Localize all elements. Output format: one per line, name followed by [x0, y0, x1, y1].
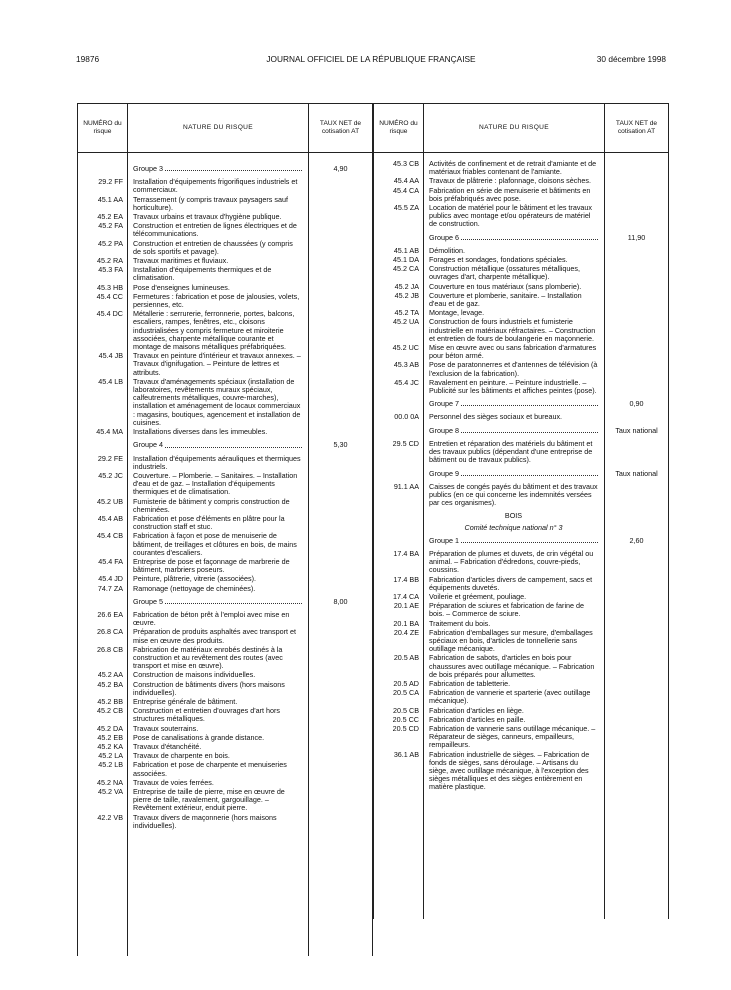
group-rate: Taux national [615, 468, 658, 478]
table-row [374, 470, 668, 478]
risk-code: 45.3 FA [98, 265, 123, 275]
left-rows [78, 160, 372, 831]
risk-description: Préparation de plumes et duvets, de crin végétal ou animal. – Fabrication d'édredons, couvre-pieds, coussins. [429, 548, 594, 575]
risk-code: 45.4 CA [393, 185, 419, 195]
risk-description: Fabrication en série de menuiserie et bâtiments en bois préfabriqués avec pose. [429, 185, 591, 203]
risk-code: 20.5 AB [393, 653, 419, 663]
risk-description: Travaux divers de maçonnerie (hors maisons individuelles). [133, 812, 277, 830]
table-row [78, 222, 372, 238]
risk-code: 42.2 VB [97, 812, 123, 822]
table-row [374, 537, 668, 545]
risk-code: 45.2 NA [97, 777, 123, 787]
table-row [374, 247, 668, 255]
group-label [429, 427, 598, 435]
risk-description: Travaux souterrains. [133, 723, 199, 733]
section-subtitle: Comité technique national n° 3 [464, 522, 563, 532]
table-row [78, 293, 372, 309]
risk-description: Préparation de sciures et fabrication de farine de bois. – Commerce de sciure. [429, 601, 585, 619]
risk-code: 20.5 CD [392, 723, 419, 733]
group-label [429, 537, 598, 545]
table-row [374, 725, 668, 750]
table-row [78, 779, 372, 787]
risk-code: 45.3 CB [393, 159, 419, 168]
table-row [78, 707, 372, 723]
risk-description: Couverture et plomberie, sanitaire. – Installation d'eau et de gaz. [429, 290, 582, 309]
risk-description: Travaux de voies ferrées. [133, 777, 214, 787]
risk-description: Construction de fours industriels et fumisterie industrielle en matériaux réfractaires. – Construction et entretien de fours de boulangerie en maçonnerie. [429, 317, 596, 343]
table-row [374, 379, 668, 395]
table-row [78, 598, 372, 606]
risk-code: 29.2 FF [98, 177, 123, 187]
dot-leader [165, 602, 302, 604]
risk-description: Montage, levage. [429, 308, 485, 318]
table-row [78, 752, 372, 760]
group-name: Groupe 6 [429, 232, 459, 242]
risk-code: 20.5 CC [392, 714, 419, 724]
table-row [78, 532, 372, 557]
table-row [374, 177, 668, 185]
risk-description: Installation d'équipements aérauliques et thermiques industriels. [133, 453, 301, 471]
risk-description: Personnel des sièges sociaux et bureaux. [429, 412, 563, 422]
journal-title: JOURNAL OFFICIEL DE LA RÉPUBLIQUE FRANÇAISE [266, 54, 476, 64]
risk-description: Location de matériel pour le bâtiment et les travaux publics avec montage et/ou opérateurs de matériel de construction. [429, 203, 593, 229]
risk-code: 45.2 AA [97, 670, 123, 680]
risk-code: 17.4 CA [393, 591, 419, 601]
table-row [78, 213, 372, 221]
right-rows [374, 160, 668, 793]
risk-description: Pose de paratonnerres et d'antennes de télévision (à l'exclusion de la fabrication). [429, 360, 598, 378]
table-row [78, 743, 372, 751]
risk-description: Fabrication à façon et pose de menuiserie de bâtiment, de treillages et clôtures en bois, de mains courantes d'escaliers. [133, 531, 297, 557]
risk-description: Construction et entretien d'ouvrages d'art hors structures métalliques. [133, 706, 280, 724]
table-row [374, 292, 668, 308]
risk-code: 45.4 CC [96, 291, 123, 301]
risk-description: Entretien et réparation des matériels du bâtiment et des travaux publics (dépendant d'une entreprise de bâtiment ou de travaux publics). [429, 438, 593, 465]
risk-description: Installations diverses dans les immeubles. [133, 427, 268, 437]
risk-description: Couverture. – Plomberie. – Sanitaires. – Installation d'eau et de gaz. – Installation d'équipements thermiques et de climatisation. [133, 470, 298, 497]
risk-code: 45.2 UA [393, 317, 419, 327]
risk-code: 45.2 CB [97, 706, 123, 716]
risk-description: Travaux d'étanchéité. [133, 742, 202, 751]
group-rate: 2,60 [629, 535, 644, 545]
table-row [78, 455, 372, 471]
group-rate: Taux national [615, 425, 658, 435]
table-row [374, 361, 668, 377]
group-name: Groupe 3 [133, 164, 163, 173]
risk-code: 45.2 TA [394, 308, 419, 318]
table-row [374, 265, 668, 281]
risk-code: 45.2 FA [98, 221, 123, 231]
risk-description: Entreprise de pose et façonnage de marbrerie de bâtiment, marbriers poseurs. [133, 556, 290, 575]
header-numero: NUMÉRO du risque [374, 104, 423, 153]
risk-description: Pose d'enseignes lumineuses. [133, 282, 230, 292]
table-row [374, 318, 668, 343]
table-row [374, 620, 668, 628]
risk-code: 45.4 CB [97, 531, 123, 541]
risk-code: 45.2 CA [393, 264, 419, 274]
group-label [429, 234, 598, 242]
group-rate: 5,30 [333, 440, 348, 450]
risk-code: 00.0 0A [394, 412, 419, 422]
table-row [78, 257, 372, 265]
risk-code: 45.2 VA [97, 787, 123, 797]
risk-code: 45.2 EB [97, 732, 123, 742]
right-risk-table [373, 103, 669, 919]
risk-description: Construction et entretien de chaussées (y compris de sols sportifs et pavage). [133, 238, 293, 256]
risk-description: Fabrication d'emballages sur mesure, d'emballages spéciaux en bois, d'articles de tonnellerie sans outillage mécanique. [429, 627, 593, 654]
table-row [374, 400, 668, 408]
dot-leader [461, 404, 598, 406]
risk-description: Préparation de produits asphaltés avec transport et mise en œuvre des produits. [133, 627, 297, 645]
risk-description: Fermetures : fabrication et pose de jalousies, volets, persiennes, etc. [133, 291, 300, 310]
issue-date: 30 décembre 1998 [596, 54, 666, 64]
table-row [78, 266, 372, 282]
table-row [78, 611, 372, 627]
table-row [374, 716, 668, 724]
dot-leader [165, 446, 302, 448]
risk-code: 45.4 FA [98, 556, 123, 566]
table-row [78, 575, 372, 583]
table-row [374, 309, 668, 317]
risk-description: Démolition. [429, 245, 465, 255]
risk-code: 45.3 AB [393, 360, 419, 370]
risk-description: Fabrication de vannerie et sparterie (avec outillage mécanique). [429, 688, 591, 706]
risk-description: Voilerie et gréement, pouliage. [429, 591, 527, 601]
table-row [374, 427, 668, 435]
risk-description: Travaux de charpente en bois. [133, 751, 230, 761]
table-row [78, 814, 372, 830]
table-row [374, 204, 668, 229]
table-row [374, 413, 668, 421]
risk-code: 74.7 ZA [97, 583, 123, 593]
table-row [374, 256, 668, 264]
risk-code: 36.1 AB [393, 749, 419, 759]
risk-code: 20.1 AE [393, 601, 419, 611]
table-row [78, 761, 372, 777]
group-name: Groupe 1 [429, 535, 459, 545]
group-rate: 0,90 [629, 399, 644, 409]
table-row [374, 654, 668, 679]
table-row [374, 512, 668, 520]
table-row [78, 178, 372, 194]
risk-code: 45.1 AB [393, 245, 419, 255]
group-name: Groupe 9 [429, 468, 459, 478]
risk-code: 45.2 BA [97, 679, 123, 689]
risk-code: 26.6 EA [97, 609, 123, 619]
risk-description: Installation d'équipements frigorifiques industriels et commerciaux. [133, 177, 298, 195]
risk-description: Activités de confinement et de retrait d'amiante et de matériaux friables contenant de l'amiante. [429, 159, 597, 177]
header-nature: NATURE DU RISQUE [424, 104, 604, 153]
risk-code: 45.2 RA [97, 256, 123, 266]
risk-description: Fabrication de tabletterie. [429, 678, 511, 688]
page-number: 19876 [76, 54, 100, 64]
risk-description: Fabrication d'articles en paille. [429, 714, 526, 724]
risk-description: Travaux urbains et travaux d'hygiène publique. [133, 212, 282, 222]
table-row [374, 344, 668, 360]
dot-leader [461, 474, 598, 476]
table-row [374, 629, 668, 654]
risk-description: Fabrication d'articles en liège. [429, 705, 524, 715]
risk-code: 20.5 AD [393, 678, 419, 688]
group-label [133, 165, 302, 173]
table-row [374, 576, 668, 592]
table-row [374, 524, 668, 532]
table-row [374, 283, 668, 291]
risk-code: 45.2 LB [98, 760, 123, 770]
risk-description: Fabrication d'articles divers de campement, sacs et équipements duvetés. [429, 574, 593, 592]
risk-description: Fabrication de matériaux enrobés destinés à la construction et au revêtement des routes (avec transport et mise en œuvre). [133, 644, 283, 671]
risk-description: Construction de maisons individuelles. [133, 670, 256, 680]
table-row [78, 698, 372, 706]
risk-code: 45.1 DA [393, 255, 419, 265]
risk-description: Travaux de plâtrerie : plafonnage, cloisons sèches. [429, 176, 591, 186]
risk-code: 45.3 HB [97, 282, 123, 292]
table-row [78, 310, 372, 351]
risk-code: 26.8 CB [97, 644, 123, 654]
table-row [78, 585, 372, 593]
table-row [78, 352, 372, 377]
risk-description: Travaux d'aménagements spéciaux (installation de laboratoires, revêtements muraux spéciaux, calfeutrements métalliques, couvre-marches), installation et aménagement de locaux commerciaux : magasins, boutiques, agencement et installation de cuisines. [133, 376, 301, 427]
risk-code: 45.4 LB [98, 376, 123, 386]
table-row [78, 165, 372, 173]
risk-code: 20.4 ZE [393, 627, 419, 637]
risk-code: 45.4 JB [98, 351, 123, 361]
table-row [374, 689, 668, 705]
risk-code: 17.4 BB [393, 574, 419, 584]
risk-code: 45.4 AB [97, 513, 123, 523]
table-row [374, 680, 668, 688]
risk-code: 45.2 JA [394, 281, 419, 291]
group-rate: 11,90 [627, 232, 646, 242]
risk-code: 45.2 EA [97, 212, 123, 222]
risk-description: Mise en œuvre avec ou sans fabrication d'armatures pour béton armé. [429, 343, 597, 361]
table-row [78, 628, 372, 644]
group-name: Groupe 8 [429, 425, 459, 435]
risk-code: 45.4 MA [96, 427, 123, 437]
risk-description: Métallerie : serrurerie, ferronnerie, portes, balcons, escaliers, rampes, fenêtres, etc., cloisons industrialisées y compris fermeture et miroiterie associées, charpente métallique courante et montage de maisons métalliques préfabriquées. [133, 309, 295, 352]
table-row [374, 440, 668, 465]
table-row [78, 378, 372, 427]
risk-description: Construction et entretien de lignes électriques et de télécommunications. [133, 221, 297, 239]
risk-code: 45.4 DC [96, 309, 123, 319]
group-rate: 8,00 [333, 596, 348, 606]
risk-description: Fabrication de béton prêt à l'emploi avec mise en œuvre. [133, 609, 290, 628]
risk-code: 45.2 PA [97, 238, 123, 248]
table-row [78, 196, 372, 212]
risk-description: Fabrication de sabots, d'articles en bois pour chaussures avec outillage mécanique. – Fabrication de bois préparés pour allumettes. [429, 653, 595, 679]
table-row [78, 734, 372, 742]
header-numero: NUMÉRO du risque [78, 104, 127, 153]
risk-description: Pose de canalisations à grande distance. [133, 732, 265, 742]
left-risk-table [77, 103, 373, 956]
group-label [133, 598, 302, 606]
risk-code: 45.2 JC [98, 470, 123, 480]
header-taux: TAUX NET de cotisation AT [605, 104, 668, 153]
table-row [374, 234, 668, 242]
table-row [78, 671, 372, 679]
risk-description: Installation d'équipements thermiques et de climatisation. [133, 265, 272, 283]
table-row [78, 472, 372, 497]
group-name: Groupe 7 [429, 399, 459, 409]
group-rate: 4,90 [333, 164, 348, 173]
table-row [374, 550, 668, 575]
table-row [374, 602, 668, 618]
table-row [78, 240, 372, 256]
risk-code: 20.5 CA [393, 688, 419, 698]
table-row [78, 284, 372, 292]
risk-description: Fabrication industrielle de sièges. – Fabrication de fonds de sièges, sans déroulage. – Artisans du siège, avec outillage mécanique, à l'exception des sièges métalliques et des sièges entièrement en matière plastique. [429, 749, 590, 792]
risk-description: Construction métallique (ossatures métalliques, ouvrages d'art, charpente métallique). [429, 264, 581, 282]
risk-code: 45.5 ZA [393, 203, 419, 213]
group-label [133, 441, 302, 449]
risk-code: 29.2 FE [97, 453, 123, 463]
group-label [429, 400, 598, 408]
section-title: BOIS [504, 511, 523, 521]
header-nature: NATURE DU RISQUE [128, 104, 308, 153]
table-row [78, 725, 372, 733]
risk-code: 26.8 CA [97, 627, 123, 637]
table-row [78, 428, 372, 436]
table-row [78, 515, 372, 531]
risk-code: 45.4 JD [98, 574, 123, 584]
dot-leader [461, 431, 598, 433]
risk-code: 91.1 AA [393, 481, 419, 491]
table-row [78, 788, 372, 813]
risk-description: Couverture en tous matériaux (sans plomberie). [429, 281, 582, 291]
risk-description: Travaux en peinture d'intérieur et travaux annexes. – Travaux d'ignifugation. – Peinture de lettres et attributs. [133, 351, 301, 377]
risk-code: 45.2 LA [98, 751, 123, 761]
group-name: Groupe 5 [133, 596, 163, 606]
risk-description: Fabrication de vannerie sans outillage mécanique. – Réparateur de sièges, canneurs, empailleurs, rempailleurs. [429, 723, 596, 750]
risk-code: 29.5 CD [392, 438, 419, 448]
risk-code: 20.5 CB [393, 705, 419, 715]
risk-code: 17.4 BA [393, 548, 419, 558]
table-row [374, 707, 668, 715]
risk-code: 45.2 UB [97, 496, 123, 506]
risk-description: Entreprise de taille de pierre, mise en œuvre de pierre de taille, ravalement, gargouillage. – Revêtement extérieur, enduit pierre. [133, 787, 285, 813]
risk-code: 20.1 BA [393, 618, 419, 628]
risk-description: Traitement du bois. [429, 618, 491, 628]
table-row [78, 558, 372, 574]
risk-description: Ravalement en peinture. – Peinture industrielle. – Publicité sur les bâtiments et affiches peintes (pose). [429, 377, 597, 396]
risk-code: 45.2 UC [392, 343, 419, 353]
risk-code: 45.2 JB [394, 290, 419, 300]
risk-code: 45.1 AA [97, 194, 123, 204]
table-row [78, 646, 372, 671]
dot-leader [165, 169, 302, 171]
page-header [76, 54, 666, 68]
risk-description: Travaux maritimes et fluviaux. [133, 256, 229, 266]
risk-code: 45.2 BB [97, 696, 123, 706]
risk-description: Caisses de congés payés du bâtiment et des travaux publics (en ce qui concerne les indemnités versées par ces organismes). [429, 481, 598, 508]
table-row [78, 681, 372, 697]
group-name: Groupe 4 [133, 440, 163, 450]
table-row [374, 160, 668, 176]
risk-description: Fabrication et pose d'éléments en plâtre pour la construction staff et stuc. [133, 513, 285, 532]
dot-leader [461, 238, 598, 240]
table-row [78, 498, 372, 514]
table-row [374, 483, 668, 508]
risk-description: Ramonage (nettoyage de cheminées). [133, 583, 256, 593]
risk-description: Terrassement (y compris travaux paysagers sauf horticulture). [133, 194, 288, 212]
risk-description: Construction de bâtiments divers (hors maisons individuelles). [133, 679, 285, 697]
risk-code: 45.2 KA [97, 742, 123, 751]
risk-description: Forages et sondages, fondations spéciales. [429, 255, 568, 265]
header-taux: TAUX NET de cotisation AT [309, 104, 372, 153]
group-label [429, 470, 598, 478]
table-row [374, 593, 668, 601]
risk-description: Entreprise générale de bâtiment. [133, 696, 238, 706]
risk-code: 45.2 DA [97, 723, 123, 733]
risk-code: 45.4 AA [393, 176, 419, 186]
risk-description: Peinture, plâtrerie, vitrerie (associées). [133, 574, 257, 584]
dot-leader [461, 541, 598, 543]
risk-code: 45.4 JC [394, 377, 419, 387]
risk-description: Fabrication et pose de charpente et menuiseries associées. [133, 760, 287, 778]
table-row [78, 441, 372, 449]
table-row [374, 751, 668, 792]
table-row [374, 187, 668, 203]
risk-description: Fumisterie de bâtiment y compris construction de cheminées. [133, 496, 290, 514]
